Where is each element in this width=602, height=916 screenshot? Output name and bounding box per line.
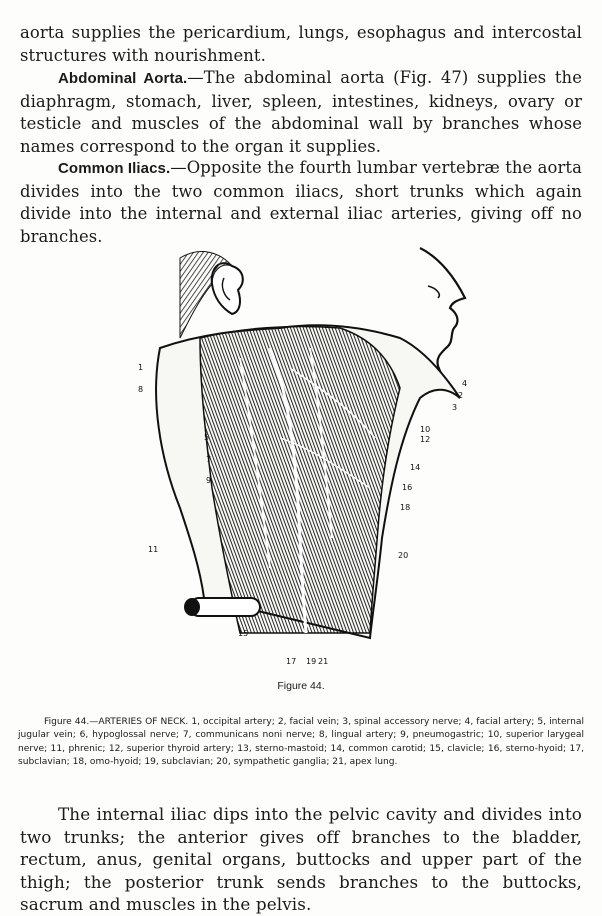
- label-10: 10: [420, 425, 431, 434]
- label-7: 7: [206, 455, 212, 464]
- label-5: 5: [204, 433, 210, 442]
- common-iliacs-heading: Common Iliacs.: [58, 160, 171, 177]
- neck-arteries-illustration: [120, 238, 480, 670]
- label-3: 3: [452, 403, 458, 412]
- label-11: 11: [148, 545, 159, 554]
- abdominal-aorta-text: —The abdominal aorta (Fig. 47) supplies the diaphragm, stomach, liver, spleen, intestines, kidneys, ovary or testicle and muscles of the abdominal wall by branches whose names correspond to the organ it supplies.: [20, 68, 582, 156]
- label-19: 19: [306, 657, 317, 666]
- label-2: 2: [458, 391, 464, 400]
- label-9: 9: [206, 476, 212, 485]
- label-17: 17: [286, 657, 297, 666]
- common-iliacs-text: —Opposite the fourth lumbar vertebræ the aorta divides into the two common iliacs, short trunks which again divide into the internal and external iliac arteries, giving off no branches.: [20, 158, 582, 246]
- aorta-text: aorta supplies the pericardium, lungs, esophagus and intercostal structures with nourishment.: [20, 23, 582, 65]
- label-12: 12: [420, 435, 431, 444]
- caption-lead: Figure 44.—ARTERIES OF NECK.: [44, 717, 189, 727]
- abdominal-aorta-heading: Abdominal Aorta.: [58, 70, 188, 87]
- label-4: 4: [462, 379, 468, 388]
- label-16: 16: [402, 483, 413, 492]
- label-8: 8: [138, 385, 144, 394]
- figure-caption: [18, 716, 584, 770]
- caption-body: 1, occipital artery; 2, facial vein; 3, spinal accessory nerve; 4, facial artery; 5, internal jugular vein; 6, hypoglossal nerve; 7, communicans noni nerve; 8, lingual artery; 9, pneumogastric; 10, superior larygeal nerve; 11, phrenic; 12, superior thyroid artery; 13, sterno-mastoid; 14, common carotid; 15, clavicle; 16, sterno-hyoid; 17, subclavian; 18, omo-hyoid; 19, subclavian; 20, sympathetic ganglia; 21, apex lung.: [18, 717, 584, 768]
- paragraph-common-iliacs: [20, 157, 582, 248]
- label-21: 21: [318, 657, 329, 666]
- paragraph-internal-iliac: [20, 803, 582, 916]
- label-18: 18: [400, 503, 411, 512]
- clavicle-drawing: [190, 598, 260, 616]
- figure-title: Figure 44.: [277, 680, 325, 692]
- label-1: 1: [138, 363, 144, 372]
- label-14: 14: [410, 463, 421, 472]
- label-15: 15: [238, 629, 249, 638]
- paragraph-aorta-continued: [20, 22, 582, 67]
- internal-iliac-text: The internal iliac dips into the pelvic cavity and divides into two trunks; the anterior gives off branches to the bladder, rectum, anus, genital organs, buttocks and upper part of the thigh; the posterior trunk sends branches to the buttocks, sacrum and muscles in the pelvis.: [20, 804, 582, 915]
- label-20: 20: [398, 551, 409, 560]
- dissection-area: [200, 326, 400, 633]
- paragraph-abdominal-aorta: [20, 67, 582, 158]
